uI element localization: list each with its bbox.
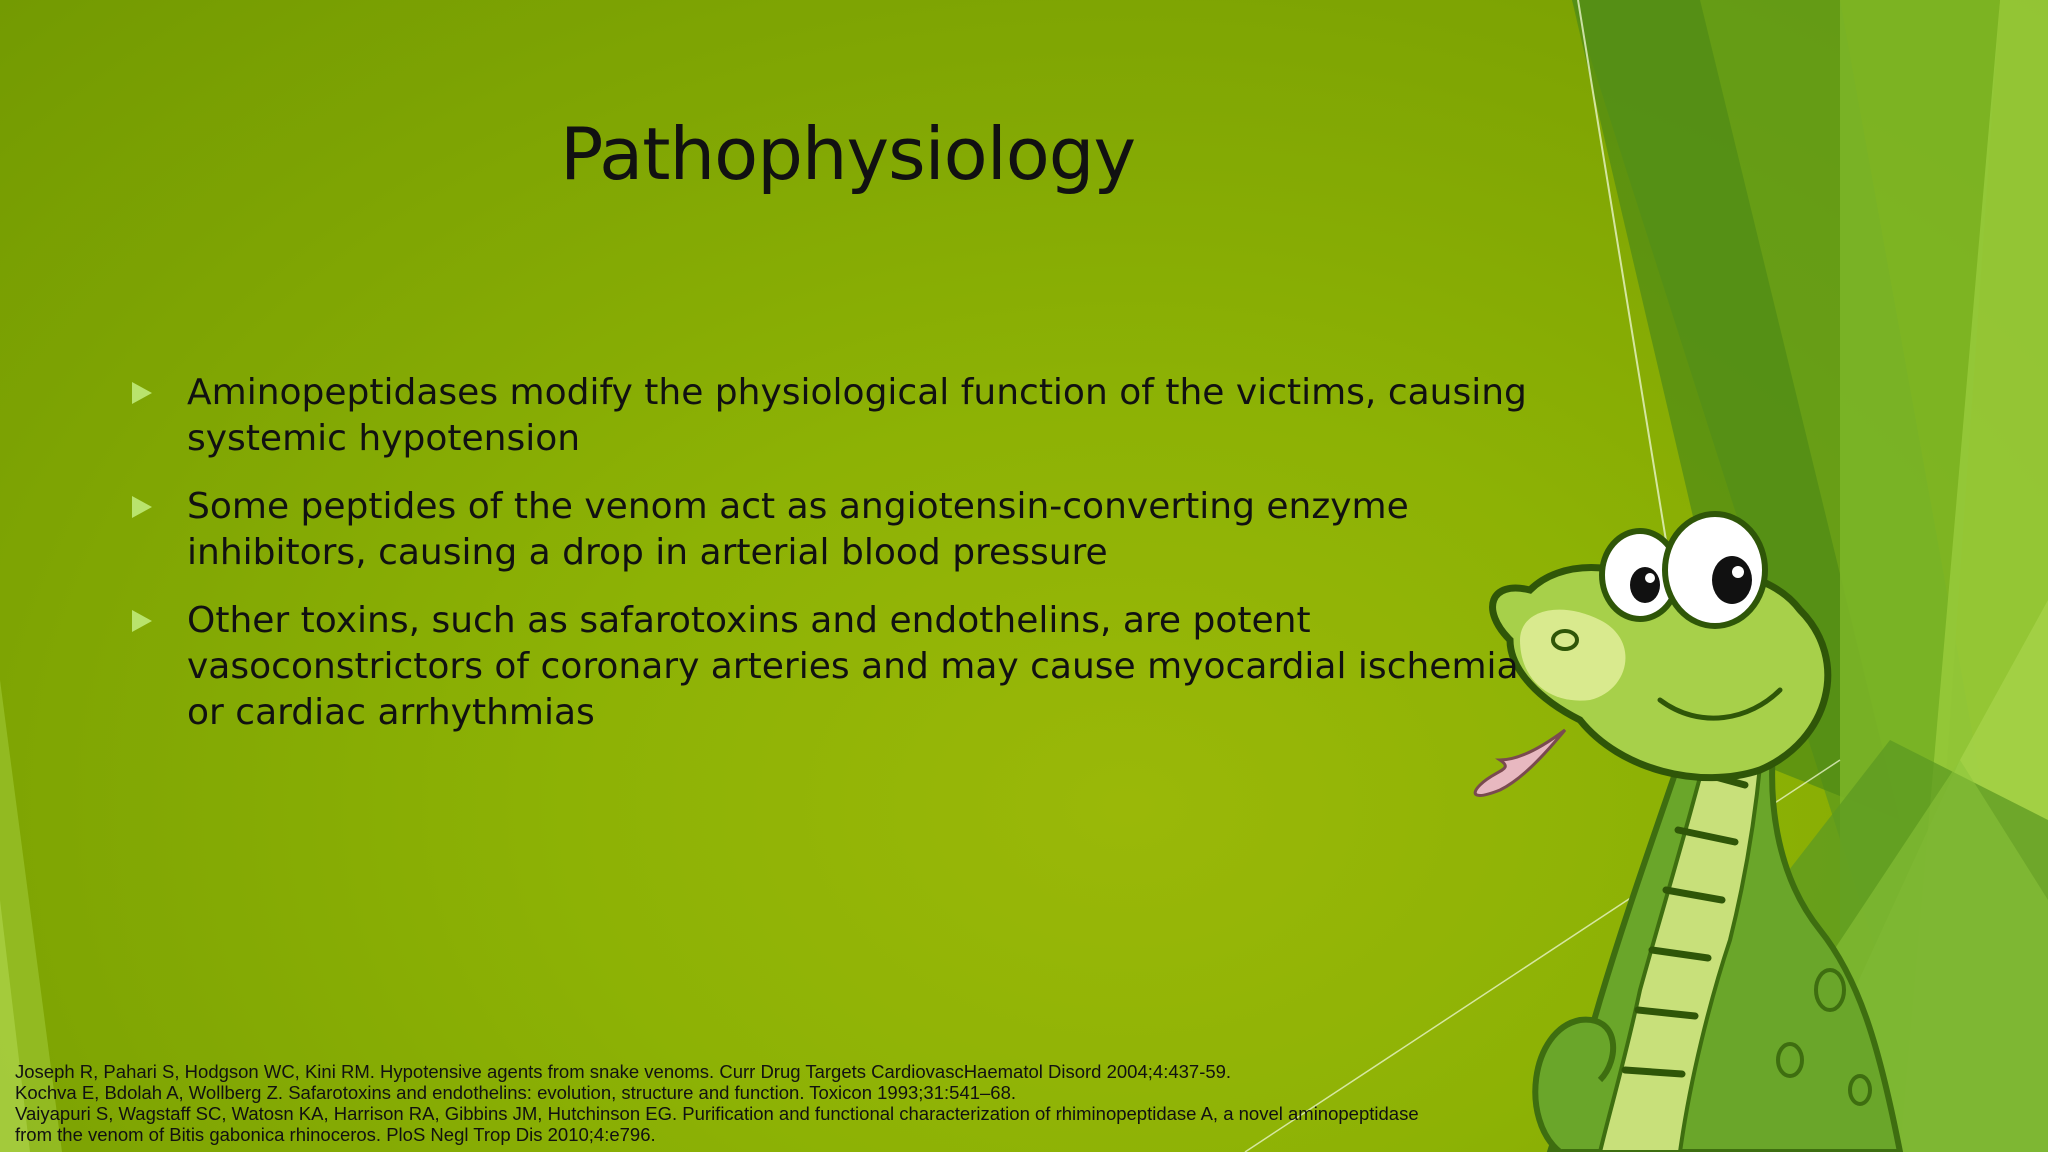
bullet-item: [130, 484, 1530, 576]
reference-line: Kochva E, Bdolah A, Wollberg Z. Safarotoxins and endothelins: evolution, structure and function. Toxicon 1993;31:541–68.: [15, 1082, 1017, 1103]
bullet-item: [130, 370, 1530, 462]
reference-line: from the venom of Bitis gabonica rhinoceros. PloS Negl Trop Dis 2010;4:e796.: [15, 1124, 656, 1145]
bullet-item: [130, 598, 1530, 736]
bullet-text: Other toxins, such as safarotoxins and endothelins, are potent vasoconstrictors of coronary arteries and may cause myocardial ischemia or cardiac arrhythmias: [187, 600, 1519, 733]
reference-line: Joseph R, Pahari S, Hodgson WC, Kini RM. Hypotensive agents from snake venoms. Curr Drug Targets CardiovascHaematol Disord 2004;4:437-59.: [15, 1061, 1232, 1082]
slide-title: Pathophysiology: [560, 112, 1136, 196]
triangle-bullet-icon: [132, 382, 152, 404]
bullet-text: Aminopeptidases modify the physiological function of the victims, causing systemic hypotension: [187, 372, 1527, 459]
triangle-bullet-icon: [132, 496, 152, 518]
triangle-bullet-icon: [132, 610, 152, 632]
bullet-list: [130, 370, 1530, 758]
reference-line: Vaiyapuri S, Wagstaff SC, Watosn KA, Harrison RA, Gibbins JM, Hutchinson EG. Purification and functional characterization of rhiminopeptidase A, a novel aminopeptidase: [15, 1103, 1419, 1124]
bullet-text: Some peptides of the venom act as angiotensin-converting enzyme inhibitors, causing a drop in arterial blood pressure: [187, 486, 1409, 573]
references: [15, 1061, 1515, 1145]
